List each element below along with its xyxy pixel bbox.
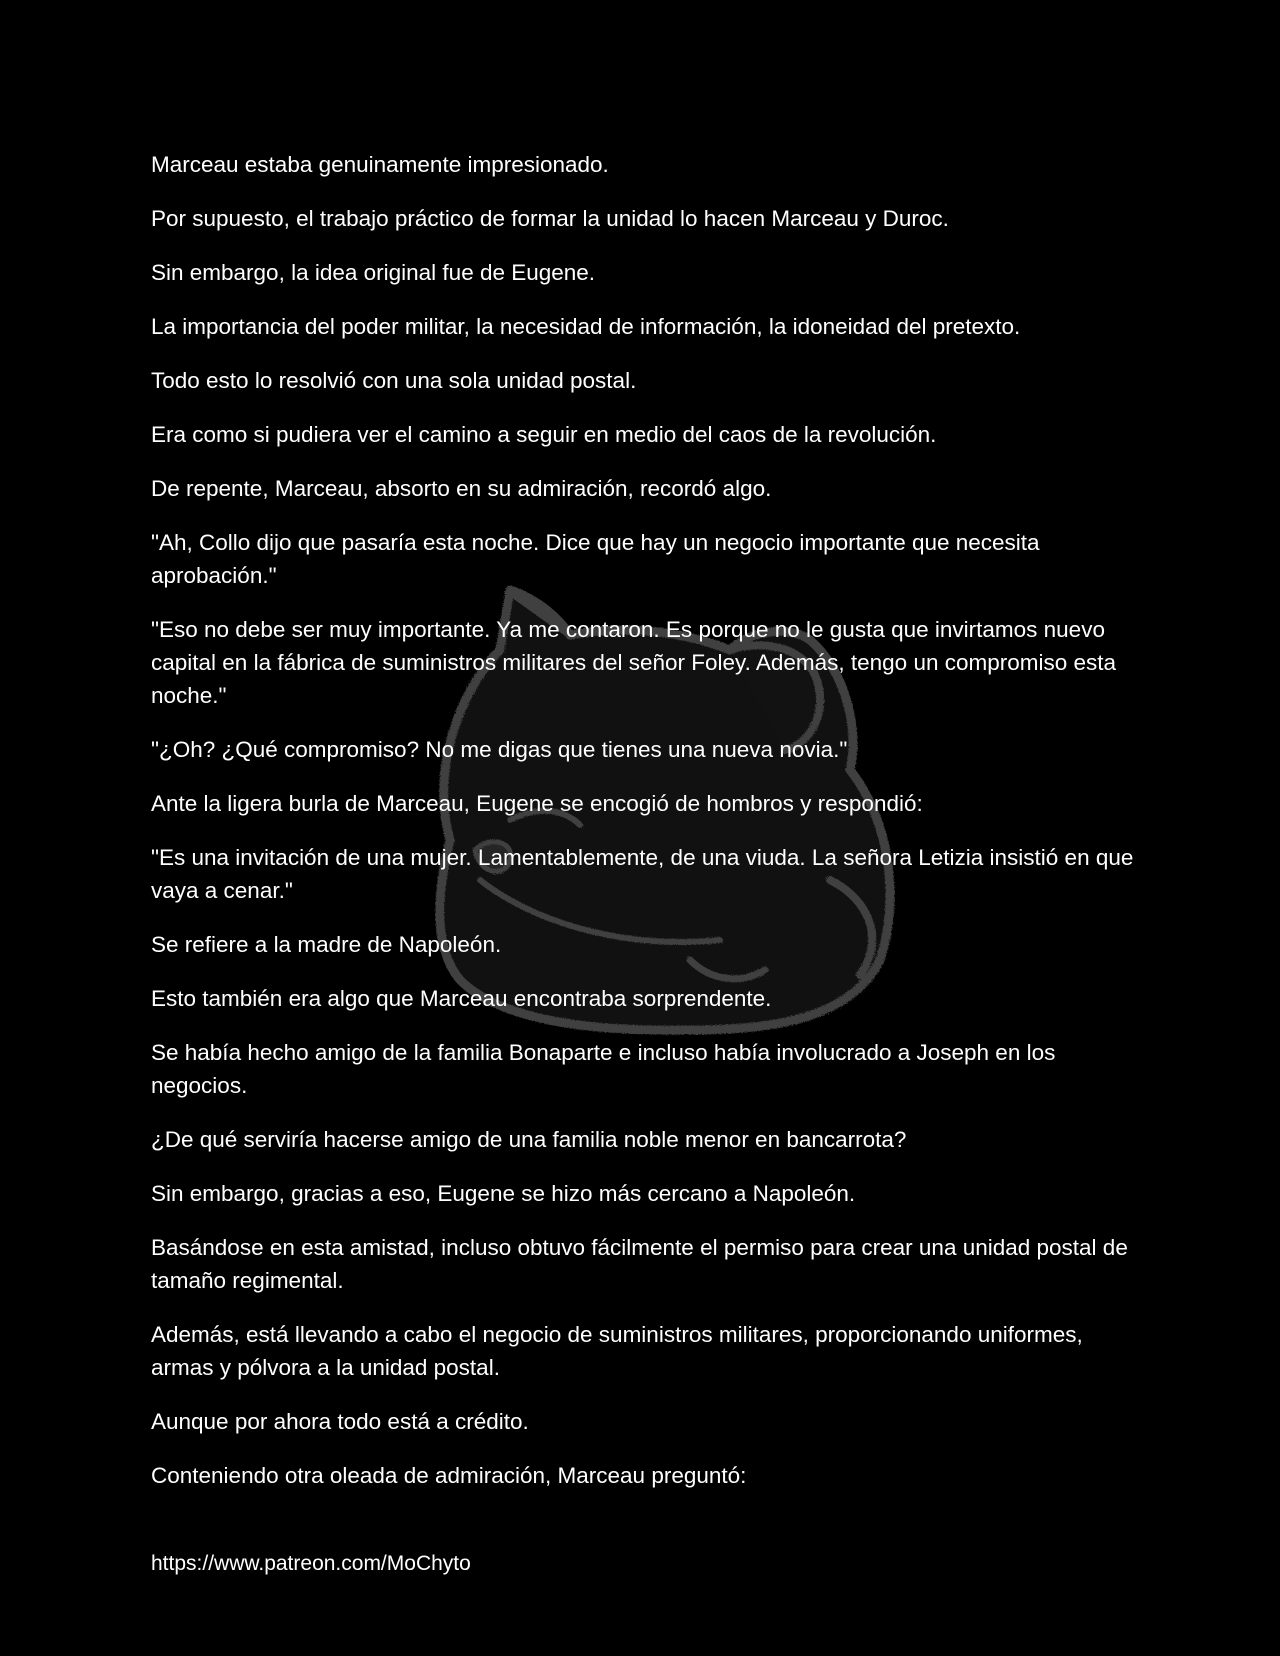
paragraph: Por supuesto, el trabajo práctico de formar la unidad lo hacen Marceau y Duroc. <box>151 206 949 231</box>
paragraph: Sin embargo, gracias a eso, Eugene se hizo más cercano a Napoleón. <box>151 1181 856 1206</box>
paragraph: Se refiere a la madre de Napoleón. <box>151 932 502 957</box>
paragraph: Aunque por ahora todo está a crédito. <box>151 1409 529 1434</box>
paragraph: ¿De qué serviría hacerse amigo de una familia noble menor en bancarrota? <box>151 1127 907 1152</box>
paragraph: Sin embargo, la idea original fue de Eugene. <box>151 260 596 285</box>
paragraph: Además, está llevando a cabo el negocio de suministros militares, proporcionando uniformes, armas y pólvora a la unidad postal. <box>151 1322 1083 1380</box>
paragraph: Ante la ligera burla de Marceau, Eugene se encogió de hombros y respondió: <box>151 791 923 816</box>
document-body <box>151 148 1141 1513</box>
paragraph: De repente, Marceau, absorto en su admiración, recordó algo. <box>151 476 772 501</box>
paragraph: Todo esto lo resolvió con una sola unidad postal. <box>151 368 637 393</box>
patreon-link[interactable]: https://www.patreon.com/MoChyto <box>151 1552 471 1575</box>
paragraph: "Eso no debe ser muy importante. Ya me contaron. Es porque no le gusta que invirtamos nuevo capital en la fábrica de suministros militares del señor Foley. Además, tengo un compromiso esta noche." <box>151 617 1117 708</box>
paragraph: "Ah, Collo dijo que pasaría esta noche. Dice que hay un negocio importante que necesita aprobación." <box>151 530 1040 588</box>
paragraph: Marceau estaba genuinamente impresionado. <box>151 152 609 177</box>
paragraph: "¿Oh? ¿Qué compromiso? No me digas que tienes una nueva novia." <box>151 737 848 762</box>
paragraph: "Es una invitación de una mujer. Lamentablemente, de una viuda. La señora Letizia insistió en que vaya a cenar." <box>151 845 1134 903</box>
paragraph: Era como si pudiera ver el camino a seguir en medio del caos de la revolución. <box>151 422 937 447</box>
paragraph: Conteniendo otra oleada de admiración, Marceau preguntó: <box>151 1463 747 1488</box>
paragraph: Esto también era algo que Marceau encontraba sorprendente. <box>151 986 772 1011</box>
paragraph: Se había hecho amigo de la familia Bonaparte e incluso había involucrado a Joseph en los negocios. <box>151 1040 1056 1098</box>
paragraph: La importancia del poder militar, la necesidad de información, la idoneidad del pretexto. <box>151 314 1021 339</box>
paragraph: Basándose en esta amistad, incluso obtuvo fácilmente el permiso para crear una unidad postal de tamaño regimental. <box>151 1235 1128 1293</box>
